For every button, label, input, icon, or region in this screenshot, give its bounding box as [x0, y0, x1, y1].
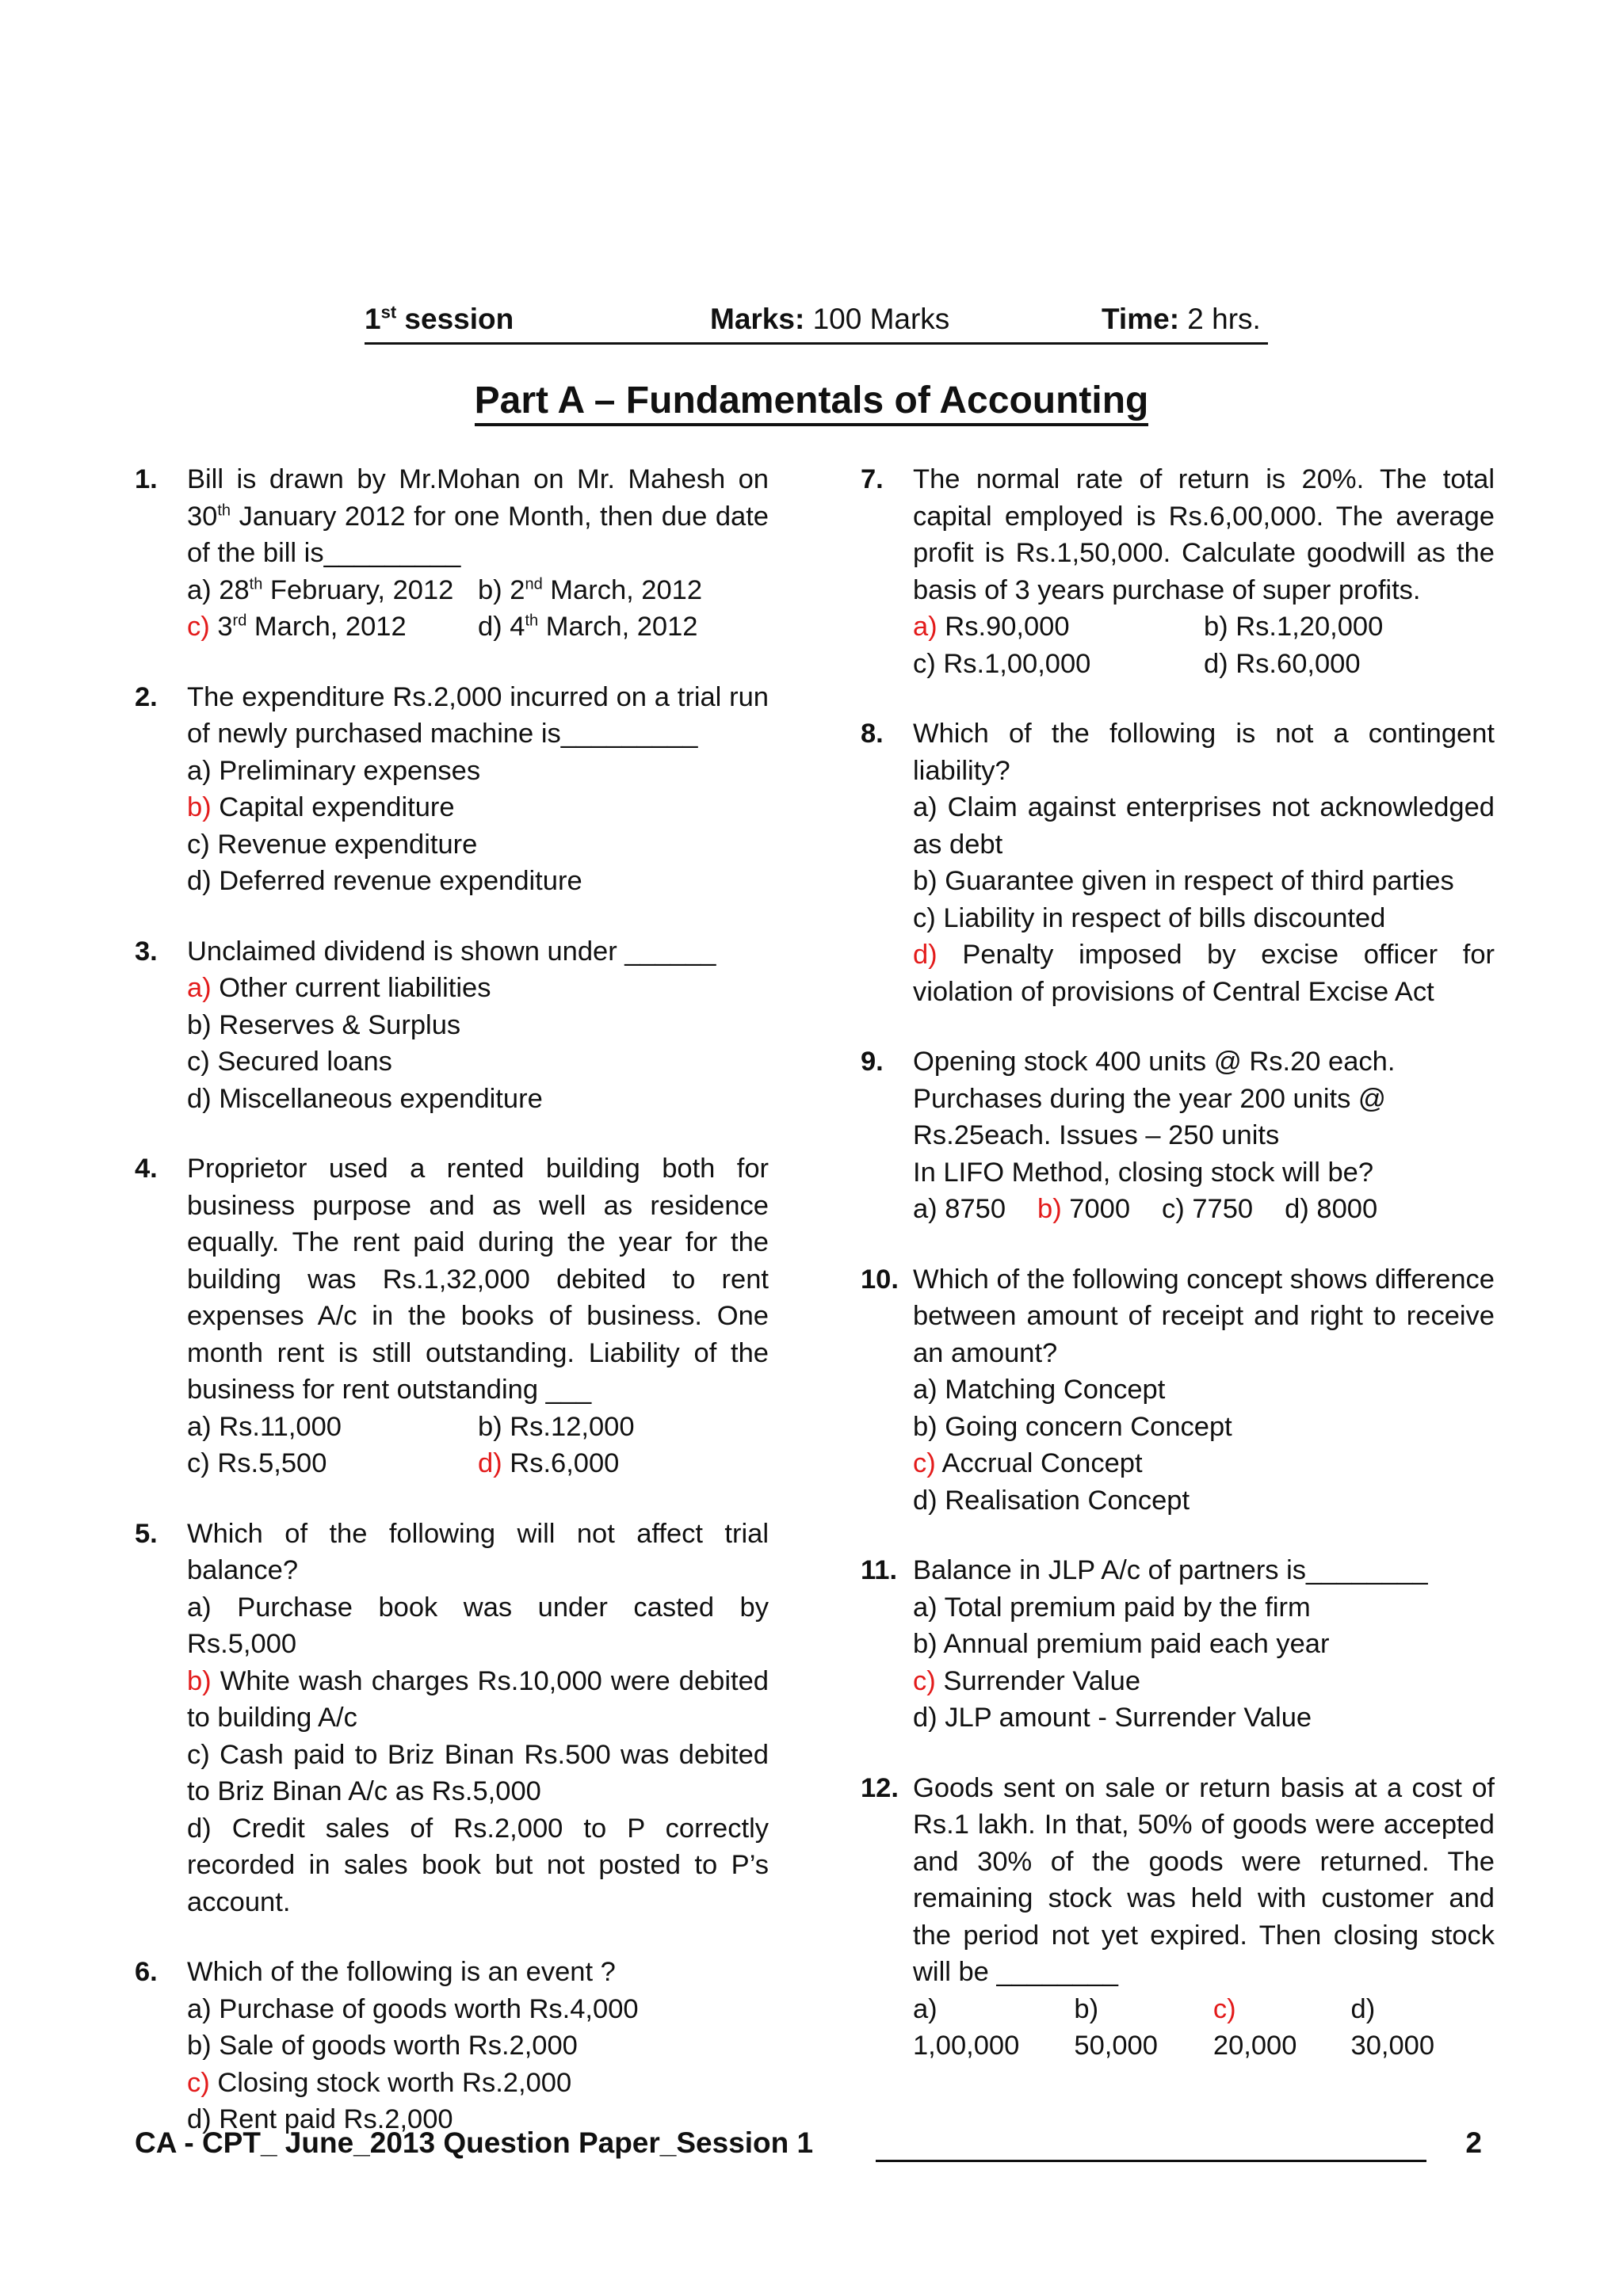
- question-8: 8. Which of the following is not a contingent liability? a) Claim against enterprises not acknowledged as debt b) Guarantee given in respect of third parties c) Liability in respect of bills discounted d) Penalty imposed by excise officer for violation of provisions of Central Excise Act: [861, 715, 1495, 1010]
- question-text: Which of the following is not a contingent liability?: [913, 719, 1495, 786]
- question-text: Unclaimed dividend is shown under ______: [187, 936, 716, 967]
- option-a: a) Other current liabilities: [187, 973, 491, 1003]
- option-d: d) 8000: [1285, 1194, 1378, 1224]
- question-3: 3. Unclaimed dividend is shown under ______ a) Other current liabilities b) Reserves & Surplus c) Secured loans d) Miscellaneous expenditure: [135, 933, 769, 1118]
- question-text: The normal rate of return is 20%. The total capital employed is Rs.6,00,000. The average profit is Rs.1,50,000. Calculate goodwill as the basis of 3 years purchase of super profits.: [913, 464, 1495, 605]
- option-d: d) JLP amount - Surrender Value: [913, 1703, 1312, 1733]
- option-c: c) Closing stock worth Rs.2,000: [187, 2067, 572, 2098]
- option-d: d) Credit sales of Rs.2,000 to P correctly recorded in sales book but not posted to P’s account.: [187, 1813, 769, 1917]
- options: [913, 608, 1495, 646]
- question-text: The expenditure Rs.2,000 incurred on a trial run of newly purchased machine is_________: [187, 681, 769, 749]
- option-d: d) Rs.60,000: [1204, 648, 1361, 679]
- option-c: c) Revenue expenditure: [187, 829, 478, 860]
- option-b: b) Sale of goods worth Rs.2,000: [187, 2031, 578, 2061]
- time-info: Time: 2 hrs.: [1102, 303, 1261, 335]
- option-c: c) Liability in respect of bills discounted: [913, 902, 1386, 933]
- part-title: Part A – Fundamentals of Accounting: [0, 379, 1623, 422]
- options: [187, 1445, 769, 1482]
- option-a: a) Rs.11,000: [187, 1411, 342, 1442]
- option-c: c) Secured loans: [187, 1047, 392, 1077]
- question-line: Opening stock 400 units @ Rs.20 each.: [913, 1047, 1396, 1077]
- options: [187, 1409, 769, 1446]
- options: [913, 1191, 1495, 1228]
- option-c: c) Cash paid to Briz Binan Rs.500 was debited to Briz Binan A/c as Rs.5,000: [187, 1739, 769, 1806]
- question-line: Rs.25each. Issues – 250 units: [913, 1120, 1280, 1150]
- options: [913, 1991, 1495, 2065]
- option-d: d) Rs.6,000: [478, 1448, 620, 1478]
- option-a: a) 8750: [913, 1194, 1006, 1224]
- question-text: Which of the following is an event ?: [187, 1957, 616, 1987]
- page-footer: [135, 2125, 1482, 2166]
- option-d: d) Realisation Concept: [913, 1485, 1190, 1516]
- option-c: c) 7750: [1162, 1194, 1254, 1224]
- option-b: b) 7000: [1037, 1194, 1131, 1224]
- option-c: c) Rs.5,500: [187, 1448, 327, 1478]
- option-a: a) 28th February, 2012: [187, 574, 454, 605]
- options: [913, 646, 1495, 683]
- option-c: c) Surrender Value: [913, 1665, 1141, 1696]
- option-d: d) Deferred revenue expenditure: [187, 866, 582, 896]
- option-b: b) White wash charges Rs.10,000 were debited to building A/c: [187, 1665, 769, 1733]
- options: [187, 608, 769, 646]
- option-d: d) 4th March, 2012: [478, 612, 698, 642]
- option-b: b) 2nd March, 2012: [478, 574, 703, 605]
- option-a: a) Preliminary expenses: [187, 755, 481, 786]
- option-a: a) 1,00,000: [913, 1993, 1020, 2061]
- question-4: 4. Proprietor used a rented building both for business purpose and as well as residence equally. The rent paid during the year for the building was Rs.1,32,000 debited to rent expenses A/c in the books of business. One month rent is still outstanding. Liability of the business for rent outstanding ___ a) Rs.11,000 b) Rs.12,000 c) Rs.5,500 d) Rs.6,000: [135, 1150, 769, 1482]
- option-a: a) Claim against enterprises not acknowledged as debt: [913, 792, 1495, 860]
- question-text: Proprietor used a rented building both for business purpose and as well as residence equally. The rent paid during the year for the building was Rs.1,32,000 debited to rent expenses A/c in the books of business. One month rent is still outstanding. Liability of the business for rent outstanding ___: [187, 1154, 769, 1405]
- option-b: b) Rs.1,20,000: [1204, 612, 1384, 642]
- option-c: c) 20,000: [1212, 1993, 1297, 2061]
- session-header: [365, 299, 1268, 345]
- question-2: 2. The expenditure Rs.2,000 incurred on a trial run of newly purchased machine is_________ a) Preliminary expenses b) Capital expenditure c) Revenue expenditure d) Deferred revenue expenditure: [135, 679, 769, 900]
- question-5: 5. Which of the following will not affect trial balance? a) Purchase book was under casted by Rs.5,000 b) White wash charges Rs.10,000 were debited to building A/c c) Cash paid to Briz Binan Rs.500 was debited to Briz Binan A/c as Rs.5,000 d) Credit sales of Rs.2,000 to P correctly recorded in sales book but not posted to P’s account.: [135, 1516, 769, 1921]
- question-text: Which of the following concept shows difference between amount of receipt and right to receive an amount?: [913, 1264, 1495, 1368]
- question-text: Which of the following will not affect trial balance?: [187, 1518, 769, 1585]
- option-b: b) Reserves & Surplus: [187, 1009, 461, 1040]
- option-b: b) Rs.12,000: [478, 1411, 635, 1442]
- option-d: d) Penalty imposed by excise officer for violation of provisions of Central Excise Act: [913, 940, 1495, 1007]
- question-6: 6. Which of the following is an event ? a) Purchase of goods worth Rs.4,000 b) Sale of goods worth Rs.2,000 c) Closing stock worth Rs.2,000 d) Rent paid Rs.2,000: [135, 1954, 769, 2138]
- option-d: d) Miscellaneous expenditure: [187, 1083, 543, 1114]
- option-a: a) Purchase book was under casted by Rs.5,000: [187, 1592, 769, 1659]
- option-b: b) Going concern Concept: [913, 1411, 1232, 1442]
- question-1: 1. Bill is drawn by Mr.Mohan on Mr. Mahesh on 30th January 2012 for one Month, then due date of the bill is_________ a) 28th February, 2012 b) 2nd March, 2012 c) 3rd March, 2012 d) 4th March, 2012: [135, 461, 769, 646]
- question-line: In LIFO Method, closing stock will be?: [913, 1157, 1374, 1188]
- option-b: b) Guarantee given in respect of third parties: [913, 866, 1454, 896]
- session-label: 1st session: [365, 302, 514, 335]
- option-b: b) Capital expenditure: [187, 792, 455, 822]
- option-a: a) Purchase of goods worth Rs.4,000: [187, 1993, 639, 2024]
- option-b: b) 50,000: [1074, 1993, 1158, 2061]
- question-10: 10. Which of the following concept shows difference between amount of receipt and right to receive an amount? a) Matching Concept b) Going concern Concept c) Accrual Concept d) Realisation Concept: [861, 1261, 1495, 1520]
- right-column: [861, 461, 1495, 2098]
- left-column: [135, 461, 769, 2172]
- question-7: 7. The normal rate of return is 20%. The total capital employed is Rs.6,00,000. The average profit is Rs.1,50,000. Calculate goodwill as the basis of 3 years purchase of super profits. a) Rs.90,000 b) Rs.1,20,000 c) Rs.1,00,000 d) Rs.60,000: [861, 461, 1495, 682]
- question-11: 11. Balance in JLP A/c of partners is________ a) Total premium paid by the firm b) Annual premium paid each year c) Surrender Value d) JLP amount - Surrender Value: [861, 1552, 1495, 1737]
- option-c: c) Accrual Concept: [913, 1448, 1143, 1478]
- option-a: a) Rs.90,000: [913, 612, 1070, 642]
- question-text: Bill is drawn by Mr.Mohan on Mr. Mahesh on 30th January 2012 for one Month, then due date of the bill is_________: [187, 464, 769, 568]
- question-12: 12. Goods sent on sale or return basis at a cost of Rs.1 lakh. In that, 50% of goods were accepted and 30% of the goods were returned. The remaining stock was held with customer and the period not yet expired. Then closing stock will be ________ a) 1,00,000 b) 50,000 c) 20,000 d) 30,000: [861, 1770, 1495, 2065]
- option-a: a) Matching Concept: [913, 1375, 1166, 1405]
- option-d: d) Rent paid Rs.2,000: [187, 2104, 453, 2134]
- question-text: Balance in JLP A/c of partners is________: [913, 1555, 1428, 1585]
- page-number: 2: [1465, 2126, 1482, 2159]
- option-a: a) Total premium paid by the firm: [913, 1592, 1311, 1623]
- options: [187, 572, 769, 609]
- question-line: Purchases during the year 200 units @: [913, 1083, 1386, 1114]
- question-text: Goods sent on sale or return basis at a cost of Rs.1 lakh. In that, 50% of goods were accepted and 30% of the goods were returned. The remaining stock was held with customer and the period not yet expired. Then closing stock will be ________: [913, 1772, 1495, 1987]
- option-d: d) 30,000: [1350, 1993, 1435, 2061]
- question-9: 9. Opening stock 400 units @ Rs.20 each. Purchases during the year 200 units @ Rs.25each. Issues – 250 units In LIFO Method, closing stock will be? a) 8750 b) 7000 c) 7750 d) 8000: [861, 1043, 1495, 1228]
- footer-rule: [876, 2160, 1426, 2162]
- option-c: c) 3rd March, 2012: [187, 612, 407, 642]
- footer-title: CA - CPT_ June_2013 Question Paper_Session 1: [135, 2126, 814, 2159]
- option-c: c) Rs.1,00,000: [913, 648, 1091, 679]
- option-b: b) Annual premium paid each year: [913, 1629, 1330, 1659]
- marks-info: Marks: 100 Marks: [710, 303, 950, 335]
